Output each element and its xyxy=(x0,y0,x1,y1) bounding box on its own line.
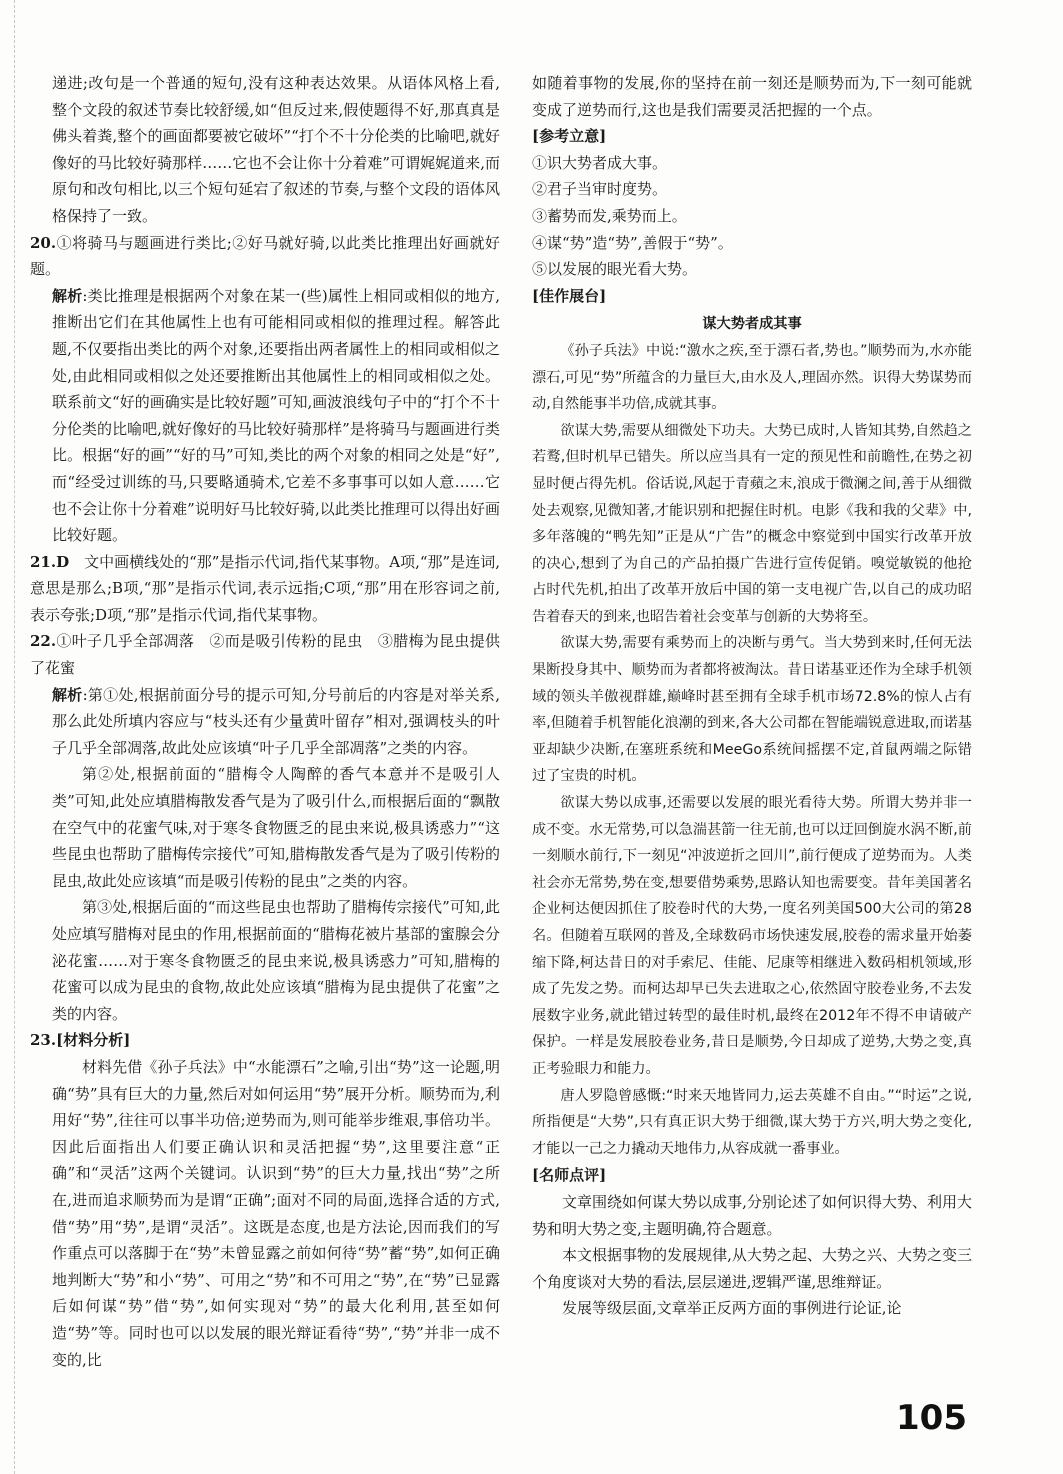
teacher-comment-2: 本文根据事物的发展规律,从大势之起、大势之兴、大势之变三个角度谈对大势的看法,层层递进,逻辑严谨,思维辩证。 xyxy=(532,1246,972,1291)
analysis-label: 解析 xyxy=(52,685,83,704)
reference-theme-heading: [参考立意] xyxy=(532,127,607,146)
essay-paragraph-4: 欲谋大势以成事,还需要以发展的眼光看待大势。所谓大势并非一成不变。水无常势,可以急湍甚箭一往无前,也可以迂回倒旋水涡不断,前一刻顺水前行,下一刻见“冲波逆折之回川”,前行便成了逆势而为。人类社会亦无常势,势在变,想要借势乘势,思路认知也需要变。昔年美国著名企业柯达便因抓住了胶卷时代的大势,一度名列美国500大公司的第28名。但随着互联网的普及,全球数码市场快速发展,胶卷的需求量开始萎缩下降,柯达昔日的对手索尼、佳能、尼康等相继进入数码相机领域,形成了先发之势。而柯达却早已失去进取之心,依然固守胶卷业务,不去发展数字业务,就此错过转型的最佳时机,最终在2012年不得不申请破产保护。一样是发展胶卷业务,昔日是顺势,今日却成了逆势,大势之变,真正考验眼力和能力。 xyxy=(532,795,972,1077)
q23-analysis-continuation: 如随着事物的发展,你的坚持在前一刻还是顺势而为,下一刻可能就变成了逆势而行,这也是我们需要灵活把握的一个点。 xyxy=(532,74,972,119)
teacher-comment-heading: [名师点评] xyxy=(532,1166,607,1185)
q23-number: 23. xyxy=(30,1031,57,1050)
essay-paragraph-3: 欲谋大势,需要有乘势而上的决断与勇气。当大势到来时,任何无法果断投身其中、顺势而为者都将被淘汰。昔日诺基亚还作为全球手机领域的领头羊傲视群雄,巅峰时甚至拥有全球手机市场72.8%的惊人占有率,但随着手机智能化浪潮的到来,各大公司都在智能端锐意进取,而诺基亚却缺少决断,在塞班系统和MeeGo系统间摇摆不定,首鼠两端之际错过了宝贵的时机。 xyxy=(532,635,972,785)
reference-theme-5: ⑤以发展的眼光看大势。 xyxy=(532,260,698,279)
q20-analysis xyxy=(30,283,500,549)
q20-analysis-text: :类比推理是根据两个对象在某一(些)属性上相同或相似的地方,推断出它们在其他属性上也有可能相同或相似的推理过程。解答此题,不仅要指出类比的两个对象,还要指出两者属性上的相同或相似之处,由此相同或相似之处还要推断出其他属性上的相同或相似之处。联系前文“好的画确实是比较好题”可知,画波浪线句子中的“打个不十分伦类的比喻吧,就好像好的马比较好骑那样”是将骑马与题画进行类比。根据“好的画”“好的马”可知,类比的两个对象的相同之处是“好”,而“经受过训练的马,只要略通骑术,它差不多事事可以如人意……它也不会让你十分着难”说明好马比较好骑,以此类比推理可以得出好画比较好题。 xyxy=(52,286,500,545)
q22-answer-text: ①叶子几乎全部凋落 ②而是吸引传粉的昆虫 ③腊梅为昆虫提供了花蜜 xyxy=(30,632,500,678)
reference-theme-2: ②君子当审时度势。 xyxy=(532,180,668,199)
q22-number: 22. xyxy=(30,632,57,651)
model-essay-heading: [佳作展台] xyxy=(532,286,607,305)
essay-paragraph-5: 唐人罗隐曾感慨:“时来天地皆同力,运去英雄不自由。”“时运”之说,所指便是“大势”,只有真正识大势于细微,谋大势于方兴,明大势之变化,才能以一己之力撬动天地伟力,从容成就一番事业。 xyxy=(532,1087,972,1157)
q20-answer xyxy=(30,230,500,283)
left-column xyxy=(30,70,500,1373)
q19-analysis-continuation: 递进;改句是一个普通的短句,没有这种表达效果。从语体风格上看,整个文段的叙述节奏比较舒缓,如“但反过来,假使题得不好,那真真是佛头着粪,整个的画面都要被它破坏”“打个不十分伦类的比喻吧,就好像好的马比较好骑那样……它也不会让你十分着难”可谓娓娓道来,而原句和改句相比,以三个短句延宕了叙述的节奏,与整个文段的语体风格保持了一致。 xyxy=(52,74,500,225)
material-analysis-heading: [材料分析] xyxy=(56,1031,131,1050)
q22-answer xyxy=(30,628,500,681)
teacher-comment-1: 文章围绕如何谋大势以成事,分别论述了如何识得大势、利用大势和明大势之变,主题明确,符合题意。 xyxy=(532,1192,972,1238)
q23-material-analysis: 材料先借《孙子兵法》中“水能漂石”之喻,引出“势”这一论题,明确“势”具有巨大的力量,然后对如何运用“势”展开分析。顺势而为,利用好“势”,往往可以事半功倍;逆势而为,则可能举步维艰,事倍功半。因此后面指出人们要正确认识和灵活把握“势”,这里要注意“正确”和“灵活”这两个关键词。认识到“势”的巨大力量,找出“势”之所在,进而追求顺势而为是谓“正确”;面对不同的局面,选择合适的方式,借“势”用“势”,是谓“灵活”。这既是态度,也是方法论,因而我们的写作重点可以落脚于在“势”未曾显露之前如何待“势”蓄“势”,如何正确地判断大“势”和小“势”、可用之“势”和不可用之“势”,在“势”已显露后如何谋“势”借“势”,如何实现对“势”的最大化利用,甚至如何造“势”等。同时也可以以发展的眼光辩证看待“势”,“势”并非一成不变的,比 xyxy=(52,1057,500,1369)
reference-theme-1: ①识大势者成大事。 xyxy=(532,153,668,172)
essay-paragraph-2: 欲谋大势,需要从细微处下功夫。大势已成时,人皆知其势,自然趋之若鹜,但时机早已错失。所以应当具有一定的预见性和前瞻性,在势之初显时便占得先机。俗话说,风起于青蘋之末,浪成于微澜之间,善于从细微处去观察,见微知著,才能识别和把握住时机。电影《我和我的父辈》中,多年落魄的“鸭先知”正是从“广告”的概念中察觉到中国实行改革开放的决心,想到了为自己的产品拍摄广告进行宣传促销。嗅觉敏锐的他抢占时代先机,拍出了改革开放后中国的第一支电视广告,以自己的成功昭告着春天的到来,也昭告着社会变革与创新的大势将至。 xyxy=(532,422,972,625)
q22-analysis-1 xyxy=(30,682,500,762)
essay-paragraph-1: 《孙子兵法》中说:“激水之疾,至于漂石者,势也。”顺势而为,水亦能漂石,可见“势”所蕴含的力量巨大,由水及人,理固亦然。识得大势谋势而动,自然能事半功倍,成就其事。 xyxy=(532,342,972,413)
analysis-label: 解析 xyxy=(52,286,83,305)
q22-analysis-2: 第②处,根据前面的“腊梅令人陶醉的香气本意并不是吸引人类”可知,此处应填腊梅散发香气是为了吸引什么,而根据后面的“飘散在空气中的花蜜气味,对于寒冬食物匮乏的昆虫来说,极具诱惑力”“这些昆虫也帮助了腊梅传宗接代”可知,腊梅散发香气是为了吸引传粉的昆虫,故此处应该填“而是吸引传粉的昆虫”之类的内容。 xyxy=(52,765,500,890)
page-number: 105 xyxy=(896,1398,967,1438)
q22-analysis-text-1: :第①处,根据前面分号的提示可知,分号前后的内容是对举关系,那么此处所填内容应与“枝头还有少量黄叶留存”相对,强调枝头的叶子几乎全部凋落,故此处应该填“叶子几乎全部凋落”之类的内容。 xyxy=(52,685,500,757)
q20-number: 20. xyxy=(30,233,57,252)
q23-header xyxy=(30,1027,500,1054)
q21-analysis-text: 文中画横线处的“那”是指示代词,指代某事物。A项,“那”是连词,意思是那么;B项,“那”是指示代词,表示远指;C项,“那”用在形容词之前,表示夸张;D项,“那”是指示代词,指代某事物。 xyxy=(30,552,500,624)
q21-number: 21.D xyxy=(30,552,70,571)
q22-analysis-3: 第③处,根据后面的“而这些昆虫也帮助了腊梅传宗接代”可知,此处应填写腊梅对昆虫的作用,根据前面的“腊梅花被片基部的蜜腺会分泌花蜜……对于寒冬食物匮乏的昆虫来说,极具诱惑力”可知,腊梅的花蜜可以成为昆虫的食物,故此处应该填“腊梅为昆虫提供了花蜜”之类的内容。 xyxy=(52,898,500,1023)
q21-answer xyxy=(30,549,500,629)
teacher-comment-3: 发展等级层面,文章举正反两方面的事例进行论证,论 xyxy=(562,1299,902,1318)
essay-title: 谋大势者成其事 xyxy=(702,316,802,333)
q20-answer-text: ①将骑马与题画进行类比;②好马就好骑,以此类比推理出好画就好题。 xyxy=(30,233,500,279)
right-column xyxy=(532,70,972,1322)
reference-theme-3: ③蓄势而发,乘势而上。 xyxy=(532,206,687,225)
binding-margin xyxy=(0,0,15,1474)
reference-theme-4: ④谋“势”造“势”,善假于“势”。 xyxy=(532,233,733,252)
